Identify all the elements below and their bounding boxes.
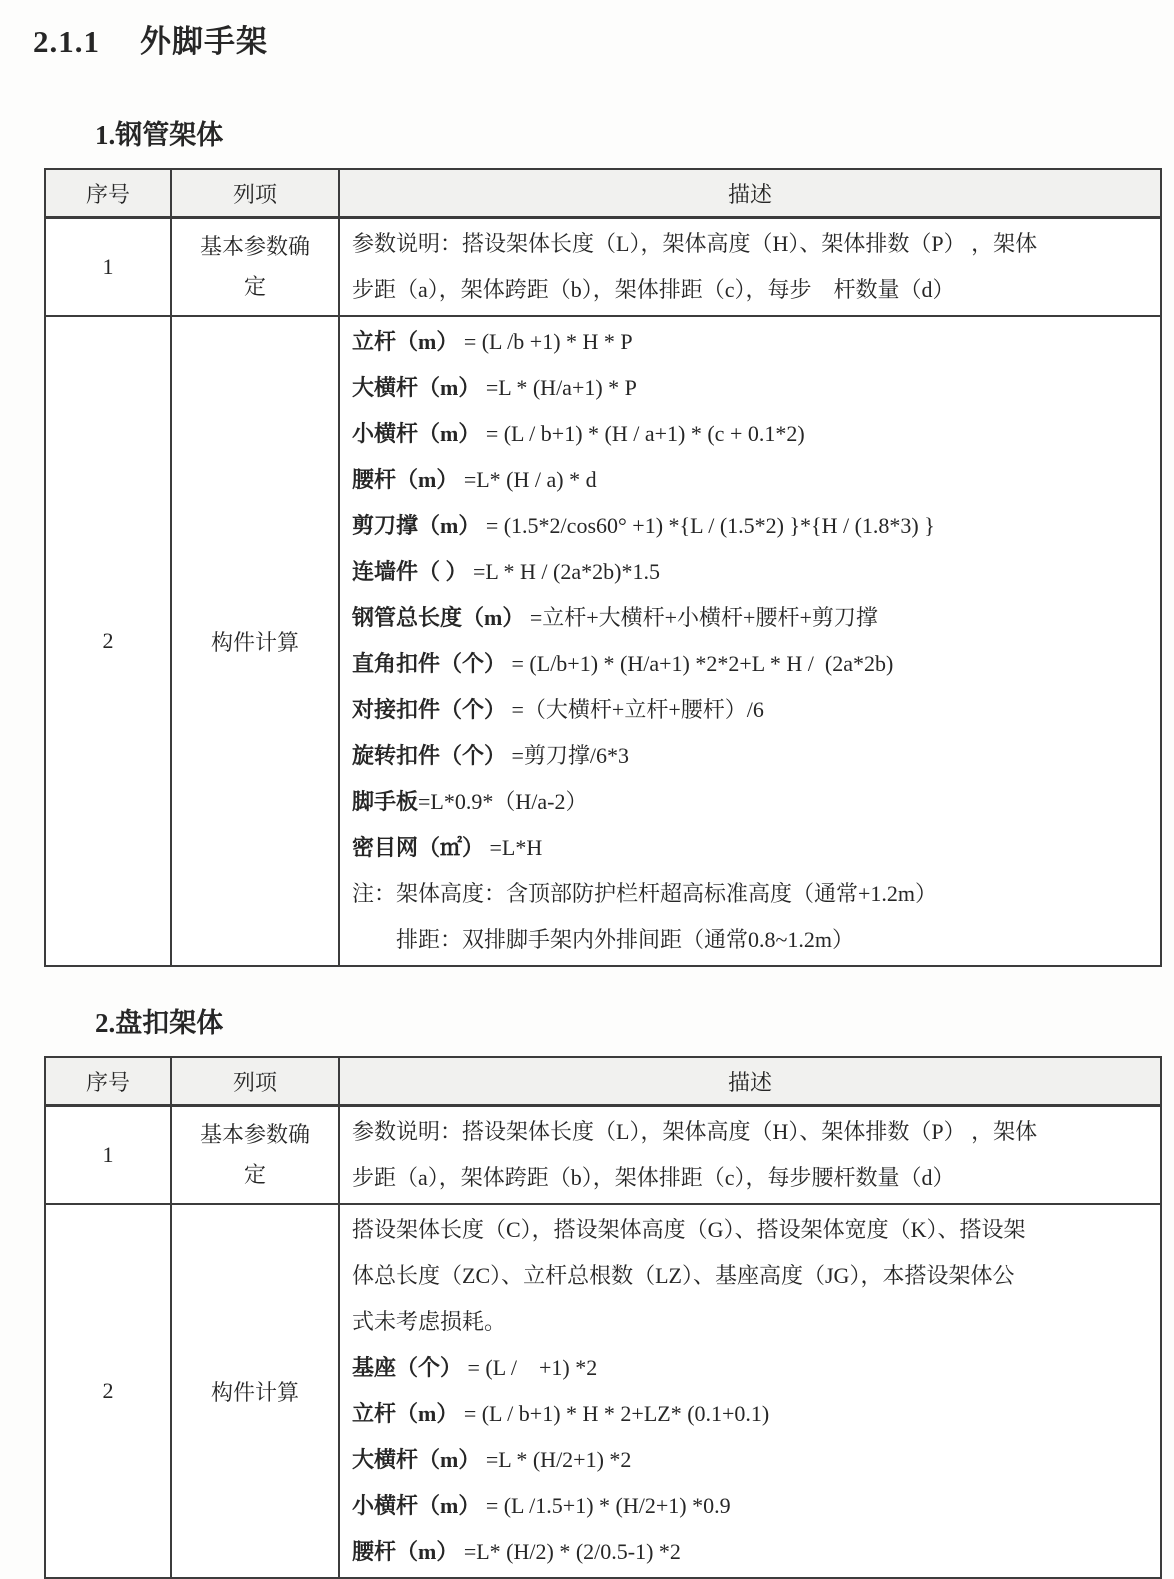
- text-line: 连墙件（ ） =L * H / (2a*2b)*1.5: [352, 559, 660, 584]
- document-page: [0, 16, 1174, 1568]
- text-line: 腰杆（m） =L* (H/2) * (2/0.5-1) *2: [352, 1539, 681, 1564]
- formula-label: 大横杆（m）: [352, 1447, 481, 1472]
- table-row: [45, 1204, 1161, 1578]
- formula-label: 小横杆（m）: [352, 1493, 481, 1518]
- table-ring-lock-frame: [44, 1056, 1162, 1579]
- subsection-title-ring-lock: 2.盘扣架体: [95, 1008, 224, 1038]
- text-line: 直角扣件（个） = (L/b+1) * (H/a+1) *2*2+L * H / (2a*2b): [352, 651, 894, 676]
- text-line: 体总长度（ZC）、立杆总根数（LZ）、基座高度（JG），本搭设架体公: [352, 1263, 1015, 1288]
- row-desc: [339, 1106, 1161, 1205]
- table-row: [45, 316, 1161, 966]
- section-number: 2.1.1: [33, 24, 100, 59]
- formula-lines: [352, 319, 1148, 963]
- formula-label: 直角扣件（个）: [352, 651, 507, 676]
- row-item: [171, 1106, 339, 1205]
- text-line: 钢管总长度（m） =立杆+大横杆+小横杆+腰杆+剪刀撑: [352, 605, 878, 630]
- col-header-no: 序号: [45, 169, 171, 218]
- formula-label: 立杆（m）: [352, 329, 459, 354]
- formula-label: 脚手板: [352, 789, 419, 814]
- formula-lines: [352, 1207, 1148, 1575]
- text-line: 对接扣件（个） =（大横杆+立杆+腰杆）/6: [352, 697, 764, 722]
- text-line: 腰杆（m） =L* (H / a) * d: [352, 467, 597, 492]
- text-line: 小横杆（m） = (L / b+1) * (H / a+1) * (c + 0.1*2): [352, 421, 805, 446]
- col-header-desc: 描述: [339, 1057, 1161, 1106]
- row-no: 1: [45, 1106, 171, 1205]
- subsection-title-steel-pipe: 1.钢管架体: [95, 120, 224, 150]
- text-line: 剪刀撑（m） = (1.5*2/cos60° +1) *{L / (1.5*2) }*{H / (1.8*3) }: [352, 513, 935, 538]
- formula-label: 连墙件（ ）: [352, 559, 468, 584]
- col-header-item: 列项: [171, 1057, 339, 1106]
- row-item: [171, 218, 339, 317]
- formula-label: 对接扣件（个）: [352, 697, 507, 722]
- table-header-row: [45, 1057, 1161, 1106]
- table-steel-pipe-frame: [44, 168, 1162, 967]
- text-line: 小横杆（m） = (L /1.5+1) * (H/2+1) *0.9: [352, 1493, 731, 1518]
- section-name: 外脚手架: [140, 24, 268, 59]
- text-line: 参数说明：搭设架体长度（L），架体高度（H）、架体排数（P） ，架体: [352, 1119, 1038, 1144]
- formula-label: 钢管总长度（m）: [352, 605, 525, 630]
- text-line: 注：架体高度：含顶部防护栏杆超高标准高度（通常+1.2m）: [352, 881, 938, 906]
- formula-label: 密目网（㎡）: [352, 835, 485, 860]
- text-line: 步距（a），架体跨距（b），架体排距（c），每步腰杆数量（d）: [352, 1165, 955, 1190]
- formula-label: 基座（个）: [352, 1355, 463, 1380]
- col-header-item: 列项: [171, 169, 339, 218]
- formula-label: 腰杆（m）: [352, 467, 459, 492]
- col-header-no: 序号: [45, 1057, 171, 1106]
- row-no: 2: [45, 316, 171, 966]
- text-line: 搭设架体长度（C），搭设架体高度（G）、搭设架体宽度（K）、搭设架: [352, 1217, 1026, 1242]
- table-row: [45, 218, 1161, 317]
- formula-label: 腰杆（m）: [352, 1539, 459, 1564]
- text-line: 定: [243, 274, 266, 299]
- text-line: 步距（a），架体跨距（b），架体排距（c），每步 杆数量（d）: [352, 277, 955, 302]
- formula-label: 小横杆（m）: [352, 421, 481, 446]
- text-line: 脚手板=L*0.9*（H/a-2）: [352, 789, 588, 814]
- page-title: [33, 16, 1174, 61]
- formula-label: 立杆（m）: [352, 1401, 459, 1426]
- text-line: 排距：双排脚手架内外排间距（通常0.8~1.2m）: [352, 927, 855, 952]
- text-line: 立杆（m） = (L / b+1) * H * 2+LZ* (0.1+0.1): [352, 1401, 770, 1426]
- text-line: 参数说明：搭设架体长度（L），架体高度（H）、架体排数（P） ，架体: [352, 231, 1038, 256]
- text-line: 旋转扣件（个） =剪刀撑/6*3: [352, 743, 630, 768]
- table-header-row: [45, 169, 1161, 218]
- formula-label: 剪刀撑（m）: [352, 513, 481, 538]
- formula-label: 大横杆（m）: [352, 375, 481, 400]
- row-no: 1: [45, 218, 171, 317]
- item-lines: [172, 227, 338, 307]
- row-desc: [339, 1204, 1161, 1578]
- row-item: 构件计算: [171, 1204, 339, 1578]
- text-line: 密目网（㎡） =L*H: [352, 835, 543, 860]
- formula-label: 旋转扣件（个）: [352, 743, 507, 768]
- row-desc: [339, 316, 1161, 966]
- text-line: 立杆（m） = (L /b +1) * H * P: [352, 329, 633, 354]
- text-line: 基本参数确: [199, 234, 310, 259]
- table-row: [45, 1106, 1161, 1205]
- text-line: 基座（个） = (L / +1) *2: [352, 1355, 598, 1380]
- item-lines: [172, 1115, 338, 1195]
- text-line: 大横杆（m） =L * (H/2+1) *2: [352, 1447, 632, 1472]
- text-line: 大横杆（m） =L * (H/a+1) * P: [352, 375, 637, 400]
- col-header-desc: 描述: [339, 169, 1161, 218]
- desc-lines: [352, 1109, 1148, 1201]
- text-line: 式未考虑损耗。: [352, 1309, 507, 1334]
- row-no: 2: [45, 1204, 171, 1578]
- desc-lines: [352, 221, 1148, 313]
- text-line: 定: [243, 1162, 266, 1187]
- row-item: 构件计算: [171, 316, 339, 966]
- text-line: 基本参数确: [199, 1122, 310, 1147]
- row-desc: [339, 218, 1161, 317]
